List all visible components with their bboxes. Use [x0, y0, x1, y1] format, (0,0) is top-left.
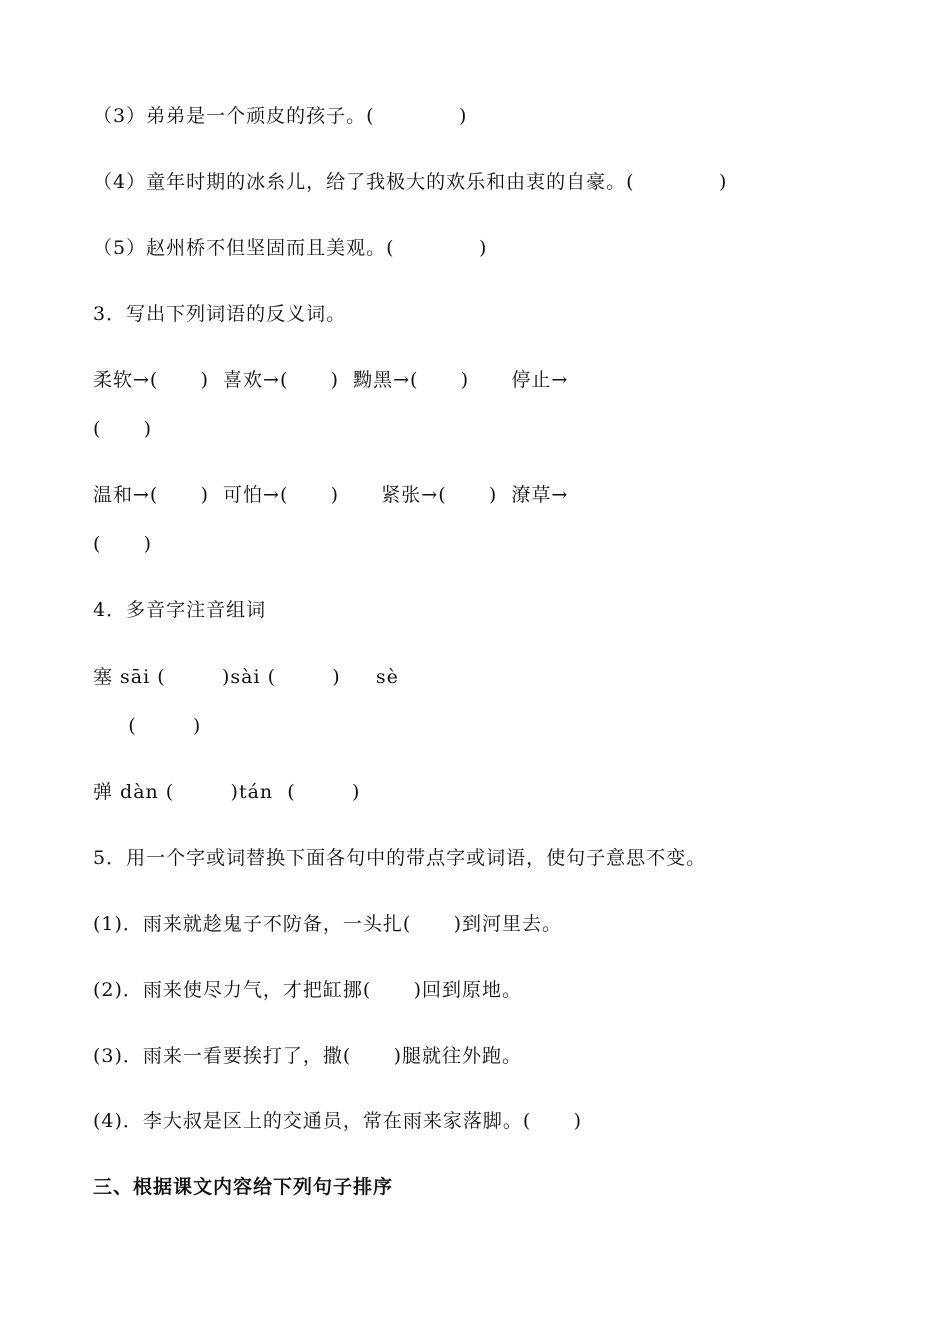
antonym-row-1-wrap: ( ) — [93, 418, 153, 440]
part-3-heading: 三、根据课文内容给下列句子排序 — [93, 1176, 394, 1198]
antonym-row-2: 温和→( ) 可怕→( ) 紧张→( ) 潦草→ — [93, 484, 569, 506]
antonym-row-1: 柔软→( ) 喜欢→( ) 黝黑→( ) 停止→ — [93, 369, 569, 391]
replace-item-4: (4)．李大叔是区上的交通员，常在雨来家落脚。( ) — [93, 1110, 582, 1132]
polyphone-dan-row: 弹 dàn ( )tán ( ) — [93, 781, 361, 803]
replace-item-1: (1)．雨来就趁鬼子不防备，一头扎( )到河里去。 — [93, 913, 562, 935]
antonym-row-2-wrap: ( ) — [93, 533, 153, 555]
section-5-heading: 5．用一个字或词替换下面各句中的带点字或词语，使句子意思不变。 — [93, 847, 707, 869]
section-3-heading: 3．写出下列词语的反义词。 — [93, 303, 347, 325]
replace-item-3: (3)．雨来一看要挨打了，撒( )腿就往外跑。 — [93, 1045, 522, 1067]
replace-item-2: (2)．雨来使尽力气，才把缸挪( )回到原地。 — [93, 979, 522, 1001]
question-3-item-3: （3）弟弟是一个顽皮的孩子。( ) — [93, 105, 468, 127]
question-3-item-5: （5）赵州桥不但坚固而且美观。( ) — [93, 237, 488, 259]
polyphone-se-blank: ( ) — [93, 715, 202, 737]
section-4-heading: 4．多音字注音组词 — [93, 599, 267, 621]
polyphone-sai-row: 塞 sāi ( )sài ( ) sè — [93, 666, 399, 688]
question-3-item-4: （4）童年时期的冰糸儿，给了我极大的欢乐和由衷的自豪。( ) — [93, 171, 728, 193]
